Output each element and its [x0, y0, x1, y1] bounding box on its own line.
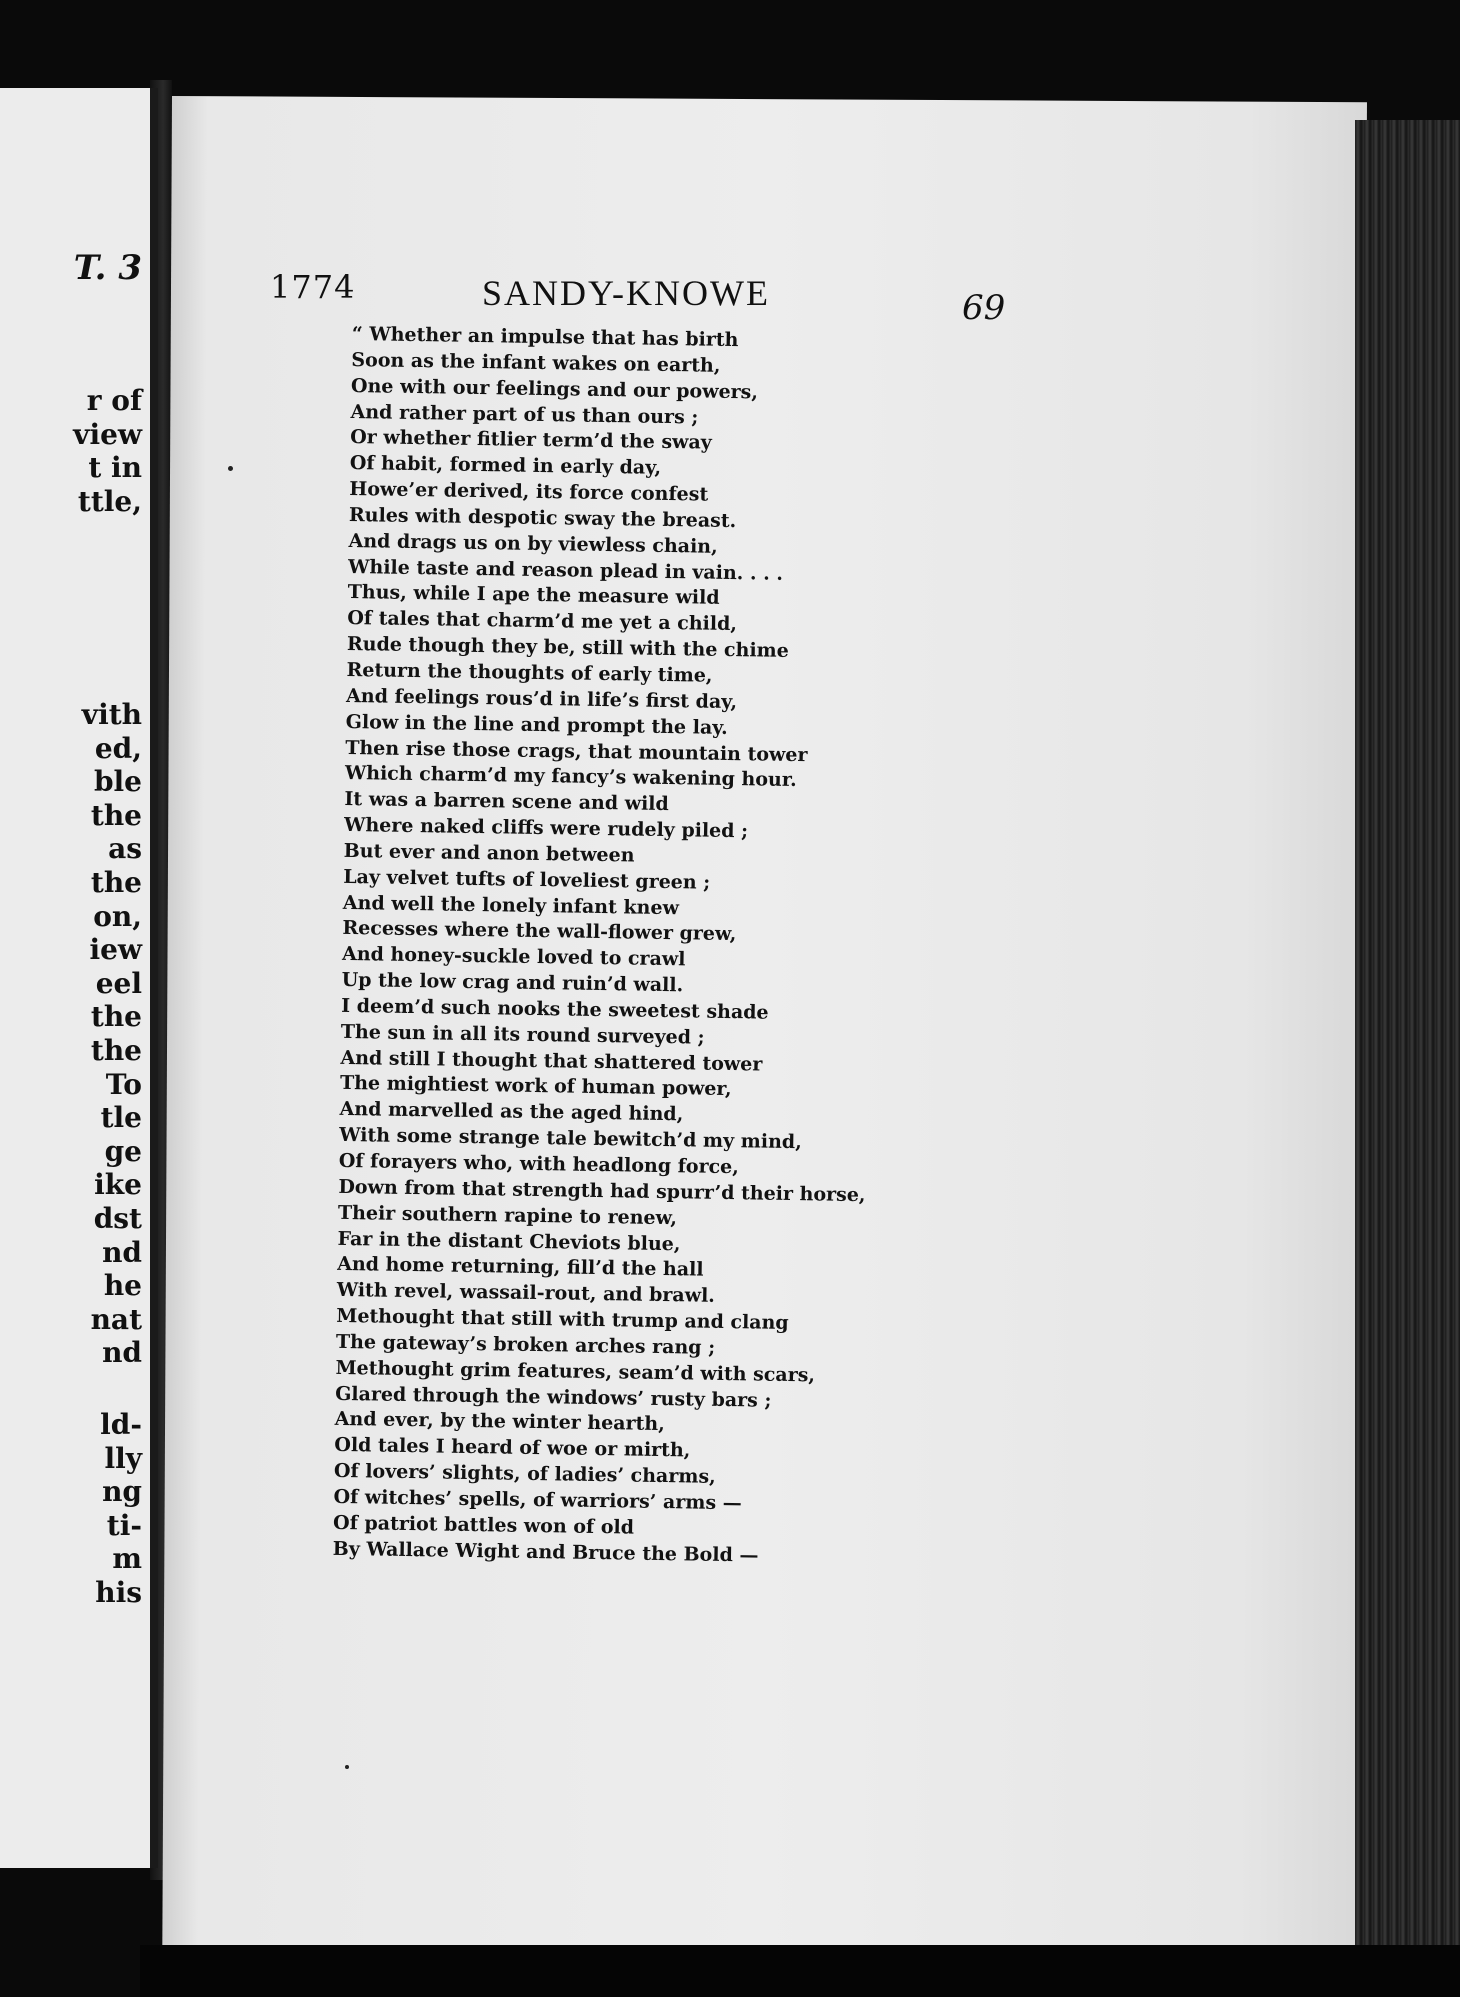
scan-speck [345, 1765, 349, 1769]
poem-line: Of witches’ spells, of warriors’ arms — [333, 1485, 742, 1515]
poem-line: And feelings rous’d in life’s first day, [345, 684, 738, 713]
poem-line: Lay velvet tufts of loveliest green ; [343, 865, 711, 894]
left-page-fragment: his [95, 1575, 142, 1609]
left-page-fragment: nd [102, 1336, 142, 1370]
poem-line: Then rise those crags, that mountain tower [345, 736, 808, 766]
left-page-fragment: nd [102, 1235, 142, 1269]
poem-line: One with our feelings and our powers, [350, 374, 759, 404]
poem-line: The mightiest work of human power, [339, 1072, 732, 1101]
poem-line: Recesses where the wall-flower grew, [342, 917, 737, 946]
poem-line: Of habit, formed in early day, [349, 452, 662, 480]
page-title: SANDY-KNOWE [482, 273, 770, 313]
left-page-fragment: ti- [106, 1508, 142, 1542]
left-page-fragment: t in [88, 451, 142, 485]
poem-line: Howe’er derived, its force confest [349, 478, 709, 506]
page-block-edges [1355, 120, 1460, 1960]
poem-text [333, 322, 880, 1571]
poem-line: Of tales that charm’d me yet a child, [347, 607, 738, 636]
poem-line: The sun in all its round surveyed ; [340, 1020, 705, 1049]
poem-line: And marvelled as the aged hind, [339, 1098, 684, 1126]
scan-bottom-border [140, 1945, 1460, 1997]
poem-line: With some strange tale bewitch’d my mind, [339, 1124, 802, 1154]
poem-line: And rather part of us than ours ; [350, 400, 699, 428]
left-page-fragment: ng [102, 1475, 142, 1509]
page-year: 1774 [270, 268, 356, 306]
left-page-fragment: ttle, [77, 484, 142, 518]
poem-line: Rules with despotic sway the breast. [348, 503, 737, 532]
left-page-fragment: r of [86, 384, 142, 417]
poem-line: And ever, by the winter hearth, [334, 1408, 665, 1436]
left-page-fragment: dst [93, 1201, 142, 1235]
left-page-fragment: To [105, 1067, 142, 1101]
poem-line: “ Whether an impulse that has birth [351, 322, 739, 352]
poem-line: Of patriot battles won of old [332, 1511, 635, 1539]
poem-line: The gateway’s broken arches rang ; [335, 1330, 716, 1359]
poem-line: And still I thought that shattered tower [340, 1046, 763, 1076]
poem-line: I deem’d such nooks the sweetest shade [341, 994, 769, 1024]
left-facing-page [0, 88, 158, 1868]
left-page-fragment: view [73, 417, 142, 451]
left-page-fragment: iew [89, 933, 142, 967]
poem-line: And honey-suckle loved to crawl [341, 943, 686, 971]
left-page-fragment: he [103, 1269, 142, 1303]
poem-line: Methought that still with trump and clang [336, 1304, 789, 1335]
left-page-fragment: as [108, 832, 142, 866]
left-page-fragment: ble [93, 765, 142, 799]
poem-line: But ever and anon between [343, 839, 635, 867]
left-page-fragment: the [90, 798, 142, 832]
poem-line: Of forayers who, with headlong force, [338, 1149, 739, 1179]
poem-line: Up the low crag and ruin’d wall. [341, 969, 684, 997]
scan-speck [228, 466, 233, 471]
poem-line: Of lovers’ slights, of ladies’ charms, [333, 1459, 716, 1488]
left-page-text-fragments-bottom [95, 1408, 142, 1610]
left-page-fragment: the [90, 1033, 142, 1067]
left-page-fragment: ed, [94, 731, 142, 765]
poem-line: Soon as the infant wakes on earth, [351, 348, 721, 377]
left-page-text-fragments-top [73, 384, 142, 518]
poem-line: Where naked cliffs were rudely piled ; [343, 813, 749, 843]
left-page-fragment: nat [90, 1302, 142, 1336]
poem-line: And well the lonely infant knew [342, 891, 680, 919]
left-page-fragment: eel [95, 966, 142, 1000]
poem-line: Return the thoughts of early time, [346, 658, 713, 687]
poem-line: And home returning, fill’d the hall [337, 1253, 704, 1282]
poem-line: Rude though they be, still with the chime [346, 633, 789, 663]
left-page-fragment: m [112, 1542, 142, 1576]
left-page-fragment: on, [93, 899, 142, 933]
poem-line: Glared through the windows’ rusty bars ; [334, 1382, 772, 1412]
left-page-fragment: ge [104, 1134, 142, 1168]
left-page-fragment: ld- [100, 1408, 142, 1441]
poem-line: Their southern rapine to renew, [337, 1201, 678, 1229]
poem-line: Down from that strength had spurr’d their horse, [338, 1175, 866, 1207]
poem-line: Old tales I heard of woe or mirth, [334, 1434, 691, 1462]
poem-line: Methought grim features, seam’d with scars, [335, 1356, 816, 1387]
left-page-header: T. 3 [73, 248, 142, 288]
poem-line: Far in the distant Cheviots blue, [337, 1227, 681, 1255]
poem-line: With revel, wassail-rout, and brawl. [336, 1279, 716, 1308]
left-page-fragment: ike [94, 1168, 142, 1202]
left-page-fragment: lly [104, 1441, 142, 1475]
left-page-fragment: tle [100, 1101, 142, 1135]
left-page-fragment: the [90, 865, 142, 899]
poem-line: While taste and reason plead in vain. . . . [347, 555, 784, 585]
left-page-fragment: the [90, 1000, 142, 1034]
poem-line: Or whether fitlier term’d the sway [350, 426, 712, 455]
poem-line: By Wallace Wight and Bruce the Bold — [332, 1537, 759, 1567]
left-page-fragment: vith [81, 698, 142, 731]
poem-line: Thus, while I ape the measure wild [347, 581, 720, 610]
poem-line: It was a barren scene and wild [344, 788, 669, 816]
left-page-text-fragments-middle [82, 698, 142, 1370]
poem-line: And drags us on by viewless chain, [348, 529, 718, 558]
poem-line: Which charm’d my fancy’s wakening hour. [344, 762, 797, 792]
page-number: 69 [962, 288, 1006, 328]
poem-line: Glow in the line and prompt the lay. [345, 710, 728, 739]
